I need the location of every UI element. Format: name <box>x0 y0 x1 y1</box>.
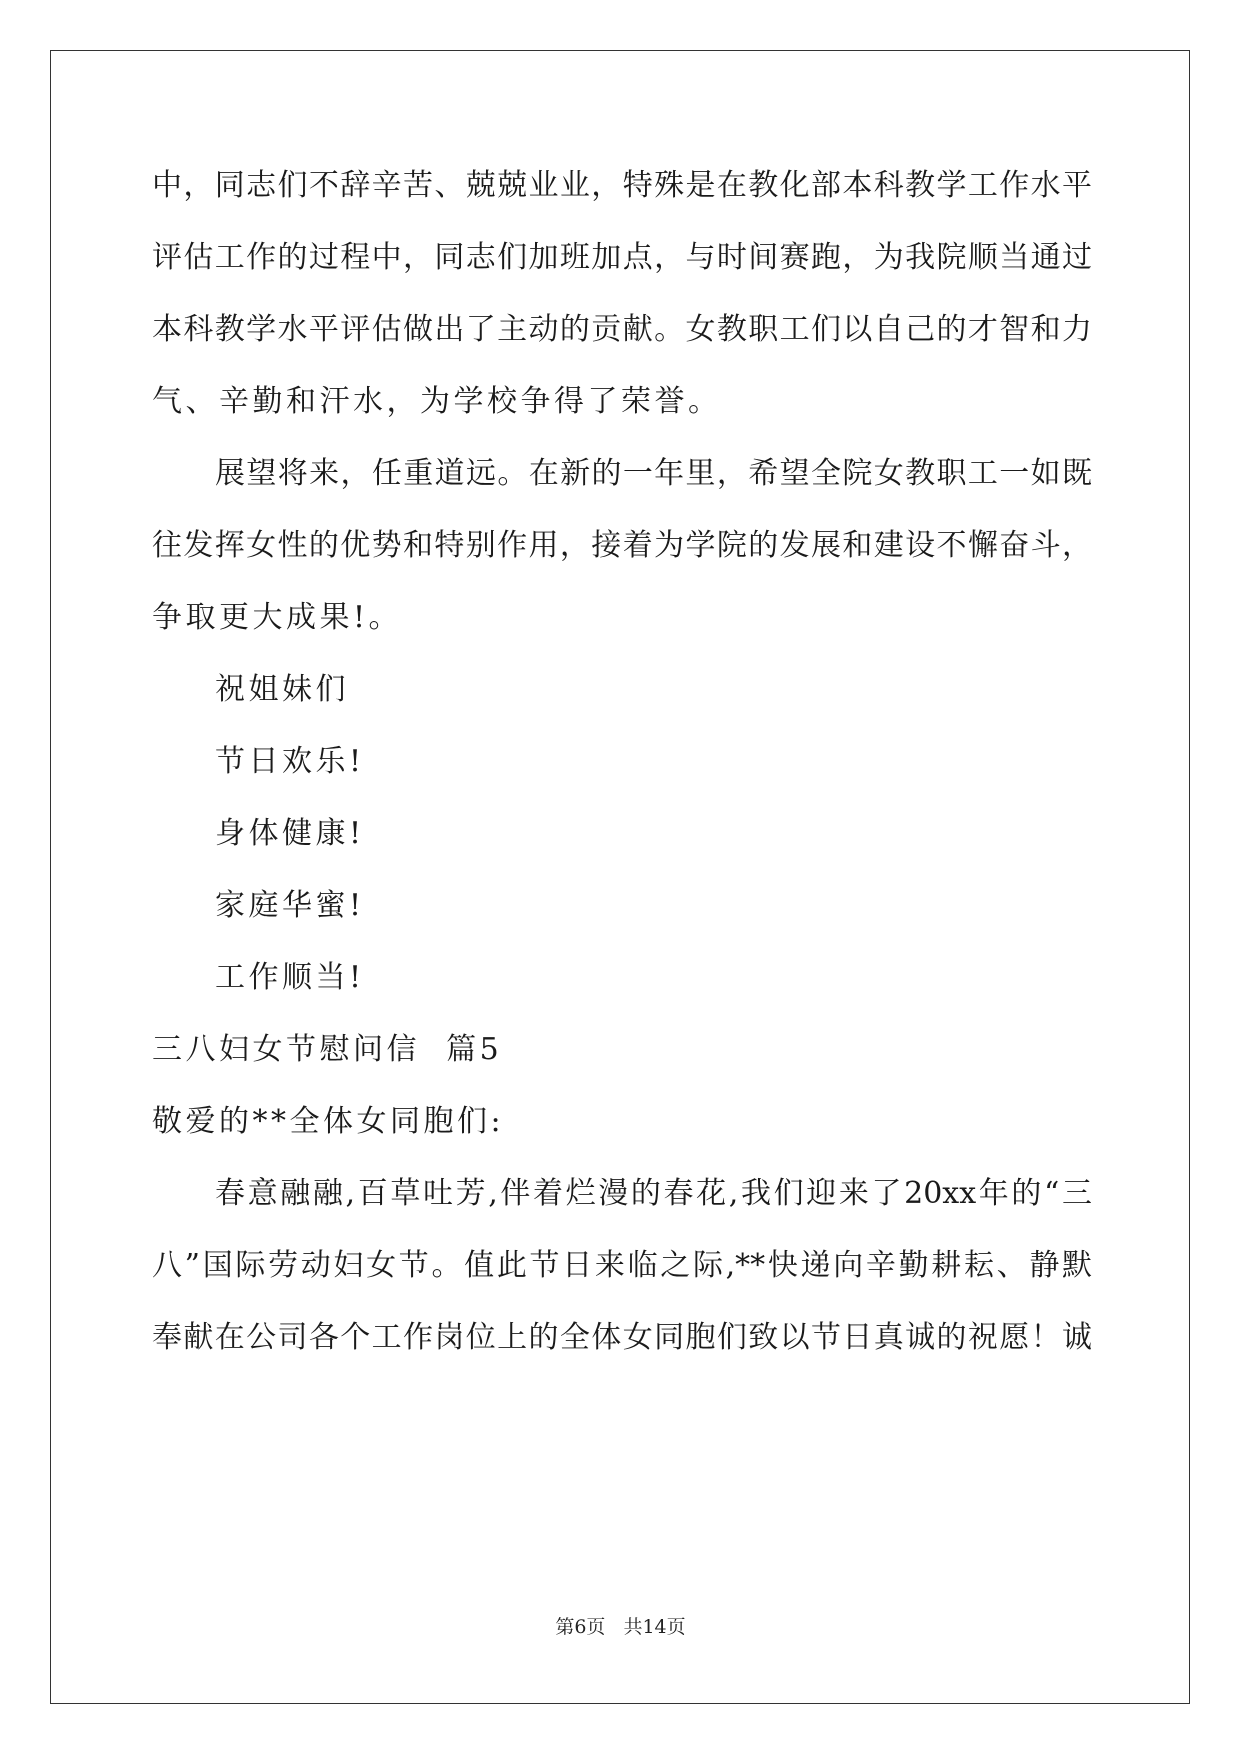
text-line-17: 奉献在公司各个工作岗位上的全体女同胞们致以节日真诚的祝愿！诚 <box>152 1320 1092 1355</box>
wish-line-3: 家庭华蜜! <box>215 888 365 923</box>
wish-line-4: 工作顺当! <box>215 960 365 995</box>
page-border <box>50 50 1190 1704</box>
wish-line-2: 身体健康! <box>215 816 365 851</box>
text-line-5: 展望将来，任重道远。在新的一年里，希望全院女教职工一如既 <box>215 456 1092 491</box>
wish-line-1: 节日欢乐! <box>215 744 365 779</box>
text-line-3: 本科教学水平评估做出了主动的贡献。女教职工们以自己的才智和力 <box>152 312 1092 347</box>
text-line-7: 争取更大成果!。 <box>152 600 403 635</box>
text-line-16: 八”国际劳动妇女节。值此节日来临之际,**快递向辛勤耕耘、静默 <box>152 1248 1092 1283</box>
page-number-footer: 第6页 共14页 <box>555 1616 686 1638</box>
text-line-4: 气、辛勤和汗水，为学校争得了荣誉。 <box>152 384 722 419</box>
text-line-2: 评估工作的过程中，同志们加班加点，与时间赛跑，为我院顺当通过 <box>152 240 1092 275</box>
salutation-line: 敬爱的**全体女同胞们: <box>152 1104 505 1139</box>
greeting-line: 祝姐妹们 <box>215 672 349 707</box>
text-line-1: 中，同志们不辞辛苦、兢兢业业，特殊是在教化部本科教学工作水平 <box>152 168 1092 203</box>
text-line-6: 往发挥女性的优势和特别作用，接着为学院的发展和建设不懈奋斗， <box>152 528 1092 563</box>
text-line-15: 春意融融,百草吐芳,伴着烂漫的春花,我们迎来了20xx年的“三 <box>215 1176 1092 1211</box>
section-heading: 三八妇女节慰问信 篇5 <box>152 1032 503 1067</box>
